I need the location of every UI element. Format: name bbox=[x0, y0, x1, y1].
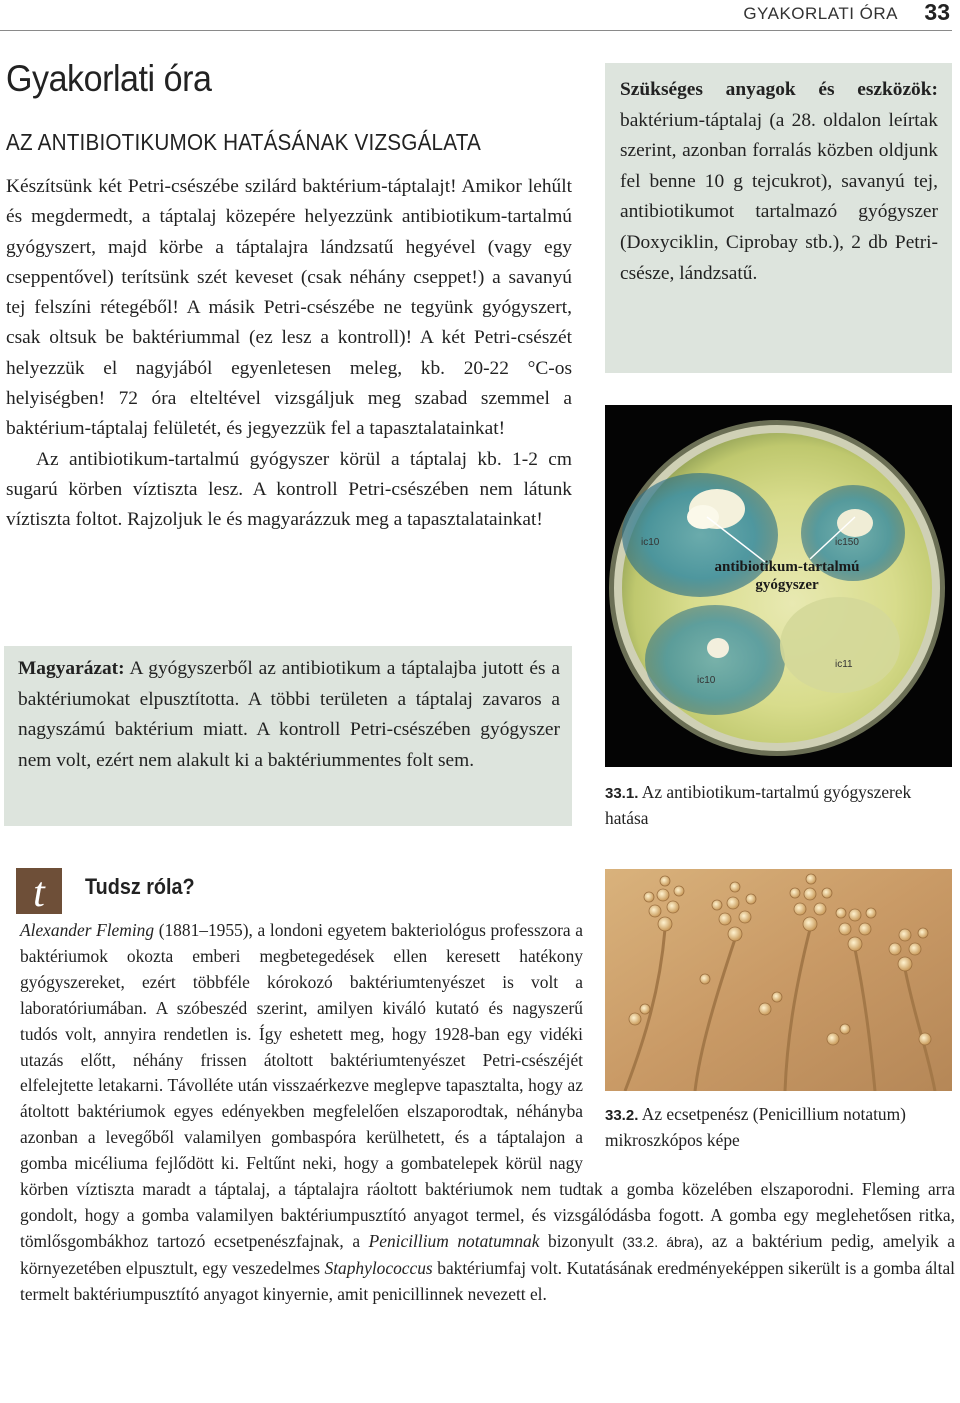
figure-1-number: 33.1. bbox=[605, 785, 639, 802]
page-number: 33 bbox=[924, 0, 950, 25]
fleming-text-part: bizonyult bbox=[539, 1230, 623, 1251]
figure-float-spacer bbox=[583, 918, 955, 1154]
main-instructions bbox=[6, 172, 572, 536]
figure-reference: (33.2. ábra) bbox=[622, 1233, 699, 1250]
info-t-icon bbox=[16, 868, 62, 914]
dish-marking: ic11 bbox=[835, 659, 853, 670]
page-title: Gyakorlati óra bbox=[6, 58, 212, 99]
genus-name: Staphylococcus bbox=[324, 1257, 433, 1278]
materials-label: Szükséges anyagok és eszközök: bbox=[620, 79, 938, 100]
explanation-body: A gyógyszerből az antibiotikum a táptalajba jutott és a baktériumokat elpusztította. A többi területen a táptalaj zavaros a nagyszámú baktérium miatt. A kontroll Petri-csészében gyógyszer nem volt, ezért nem alakult ki a baktériummentes folt sem. bbox=[18, 658, 560, 771]
fleming-name: Alexander Fleming bbox=[20, 920, 155, 940]
explanation-text bbox=[18, 654, 560, 776]
dish-marking: ic150 bbox=[835, 537, 859, 548]
explanation-label: Magyarázat: bbox=[18, 658, 125, 679]
materials-text bbox=[620, 75, 938, 289]
explanation-box bbox=[4, 646, 572, 826]
observation-paragraph: Az antibiotikum-tartalmú gyógyszer körül a táptalaj kb. 1-2 cm sugarú körben víztiszta lesz. A kontroll Petri-csészében nem látunk víztiszta foltot. Rajzoljuk le és magyarázzuk meg a tapasztalatainkat! bbox=[6, 448, 572, 531]
petri-dish-illustration bbox=[605, 405, 952, 767]
figure-overlay-label: gyógyszer bbox=[755, 577, 819, 593]
info-heading: Tudsz róla? bbox=[85, 874, 195, 899]
info-icon-graphic bbox=[16, 868, 62, 914]
materials-box bbox=[605, 63, 952, 373]
running-header-label: GYAKORLATI ÓRA bbox=[743, 4, 898, 23]
figure-2-number: 33.2. bbox=[605, 1107, 639, 1124]
fleming-story bbox=[20, 918, 955, 1308]
info-icon-letter: t bbox=[33, 870, 45, 914]
running-header bbox=[0, 0, 960, 34]
fleming-text-part: (1881–1955), a londoni egyetem bakteriológus professzora a baktériumok okozta emberi megbetegedések ellen keresett hatékony gyógyszereket, ezért többféle kórokozó baktériumtenyészet is volt a laboratóriumában. A szóbeszéd szerint, amilyen kiváló kutató és nagyszerű tudós volt, annyira rendetlen is. Így eshetett meg, hogy 1928-ban egy vidéki utazás előtt, néhány frissen átoltott baktériumtenyészet Petri-csészéjét elfelejtette letakarni. Távolléte után visszaérkezve meglepve tapasztalta, hogy az átoltott baktériumok egyes edényekben megfelelően elszaporodtak, néhányba azonban a levegőből valamilyen gombaspóra kerülhetett, és a táptalajon a gomba micéliuma fejlődött ki. Feltűnt neki, hogy a gombatelepek körül nagy körben víztiszta maradt a táptalaj, a táptalajra ráoltott baktériumok nem tudtak a gomba közelében elszaporodni. Fleming arra gondolt, hogy a gomba valamilyen baktériumpusztító anyagot termel, és vizsgálódásba fogott. A gomba egy meglehetősen ritka, tömlősgombákhoz tartozó ecsetpenészfajnak, a bbox=[20, 920, 955, 1251]
materials-body: baktérium-táptalaj (a 28. oldalon leírtak szerint, azonban forralás közben oldjunk fel benne 10 g tejcukrot), savanyú tej, antibiotikumot tartalmazó gyógyszer (Doxyciklin, Ciprobay stb.), 2 db Petri-csésze, lándzsatű. bbox=[620, 109, 938, 284]
dish-marking: ic10 bbox=[697, 675, 716, 686]
species-name: Penicillium notatumnak bbox=[368, 1230, 540, 1251]
header-rule bbox=[0, 30, 952, 31]
fleming-text-part: baktériumfaj volt. Kutatásának eredményeképpen sikerült is a gomba által termelt baktériumpusztító anyagot kinyernie, amit penicillinnek nevezett el. bbox=[20, 1257, 956, 1304]
fleming-text-part: , az a baktérium pedig, amelyik a környezetében elpusztult, egy veszedelmes bbox=[20, 1230, 955, 1278]
dish-marking: ic10 bbox=[641, 537, 660, 548]
figure-1-caption-text: Az antibiotikum-tartalmú gyógyszerek hatása bbox=[605, 782, 912, 828]
figure-overlay-label: antibiotikum-tartalmú bbox=[714, 559, 860, 575]
figure-1-caption bbox=[605, 780, 955, 830]
instructions-paragraph: Készítsünk két Petri-csészébe szilárd baktérium-táptalajt! Amikor lehűlt és megdermedt, a táptalaj közepére helyezzünk antibiotikum-tartalmú gyógyszert, majd körbe a táptalajra lándzsatű hegyével (vagy egy cseppentővel) terítsünk szét keveset (csak néhány cseppet!) a savanyú tej felszíni rétegéből! A másik Petri-csészébe ne tegyünk gyógyszert, csak oltsuk be baktériummal (ez lesz a kontroll)! A két Petri-csészét helyezzük el nagyjából egyenletesen meleg, kb. 20-22 °C-os helyiségben! 72 óra elteltével vizsgáljuk meg szabad szemmel a baktérium-táptalaj felületét, és jegyezzük fel a tapasztalatainkat! bbox=[6, 176, 572, 440]
petri-dish-photo bbox=[605, 405, 952, 767]
section-heading: AZ ANTIBIOTIKUMOK HATÁSÁNAK VIZSGÁLATA bbox=[6, 129, 481, 155]
figure-2-caption-text: Az ecsetpenész (Penicillium notatum) mikroszkópos képe bbox=[605, 1104, 906, 1150]
